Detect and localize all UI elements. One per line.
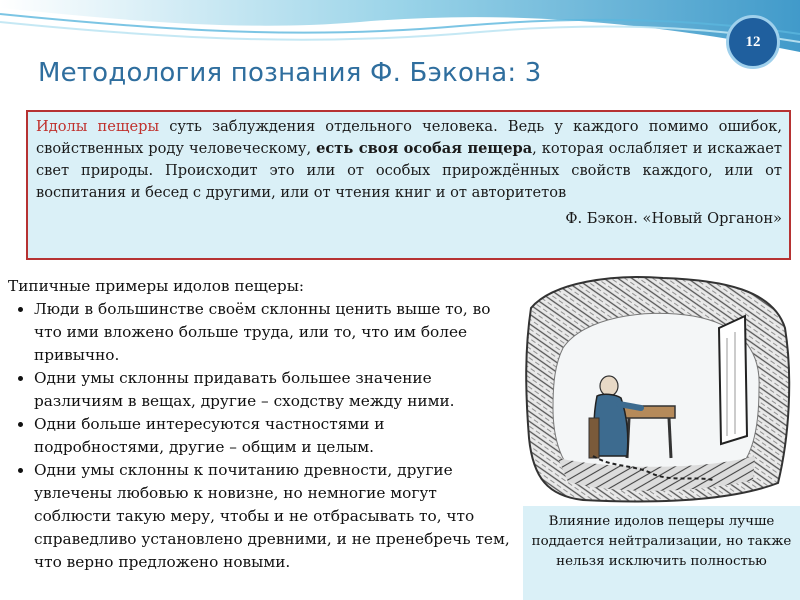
illustration-caption: Влияние идолов пещеры лучше поддается нейтрализации, но также нельзя исключить полностью — [523, 506, 800, 600]
quote-red-lead: Идолы пещеры — [36, 118, 160, 135]
quote-part-2: , которая ослабляет и искажает свет природы. Происходит это или от особых прирождённых свойств каждого, или от воспитания и бесед с другими, или от чтения книг и от авторитетов — [36, 140, 782, 201]
cave-illustration — [523, 268, 793, 508]
quote-source: Ф. Бэкон. «Новый Органон» — [565, 210, 782, 227]
example-item: • Одни больше интересуются частностями и подробностями, другие – общим и целым. — [34, 413, 514, 459]
quote-part-1: суть заблуждения отдельного человека. Ведь у каждого помимо ошибок, свойственных роду человеческому, — [36, 118, 782, 157]
example-item: • Одни умы склонны придавать большее значение различиям в вещах, другие – сходству между ними. — [34, 367, 514, 413]
quote-bold: есть своя особая пещера — [316, 140, 533, 157]
slide-number: 12 — [745, 33, 761, 50]
quote-text — [36, 116, 782, 204]
examples-heading: Типичные примеры идолов пещеры: — [8, 277, 305, 295]
example-item: • Люди в большинстве своём склонны ценить выше то, во что ими вложено больше труда, или то, что им более привычно. — [34, 298, 514, 367]
cave-scholar-illustration-icon — [523, 268, 793, 508]
bacon-quote-box — [26, 110, 791, 260]
header-wave-decoration — [0, 0, 800, 60]
example-item: • Одни умы склонны к почитанию древности, другие увлечены любовью к новизне, но немногие могут соблюсти такую меру, чтобы и не отбрасывать то, что справедливо установлено древними, и не пренебречь тем, что верно предложено новыми. — [34, 459, 514, 574]
examples-list — [6, 298, 514, 574]
slide-number-badge — [726, 15, 780, 69]
examples-section — [6, 275, 514, 574]
slide-title: Методология познания Ф. Бэкона: 3 — [38, 58, 542, 88]
